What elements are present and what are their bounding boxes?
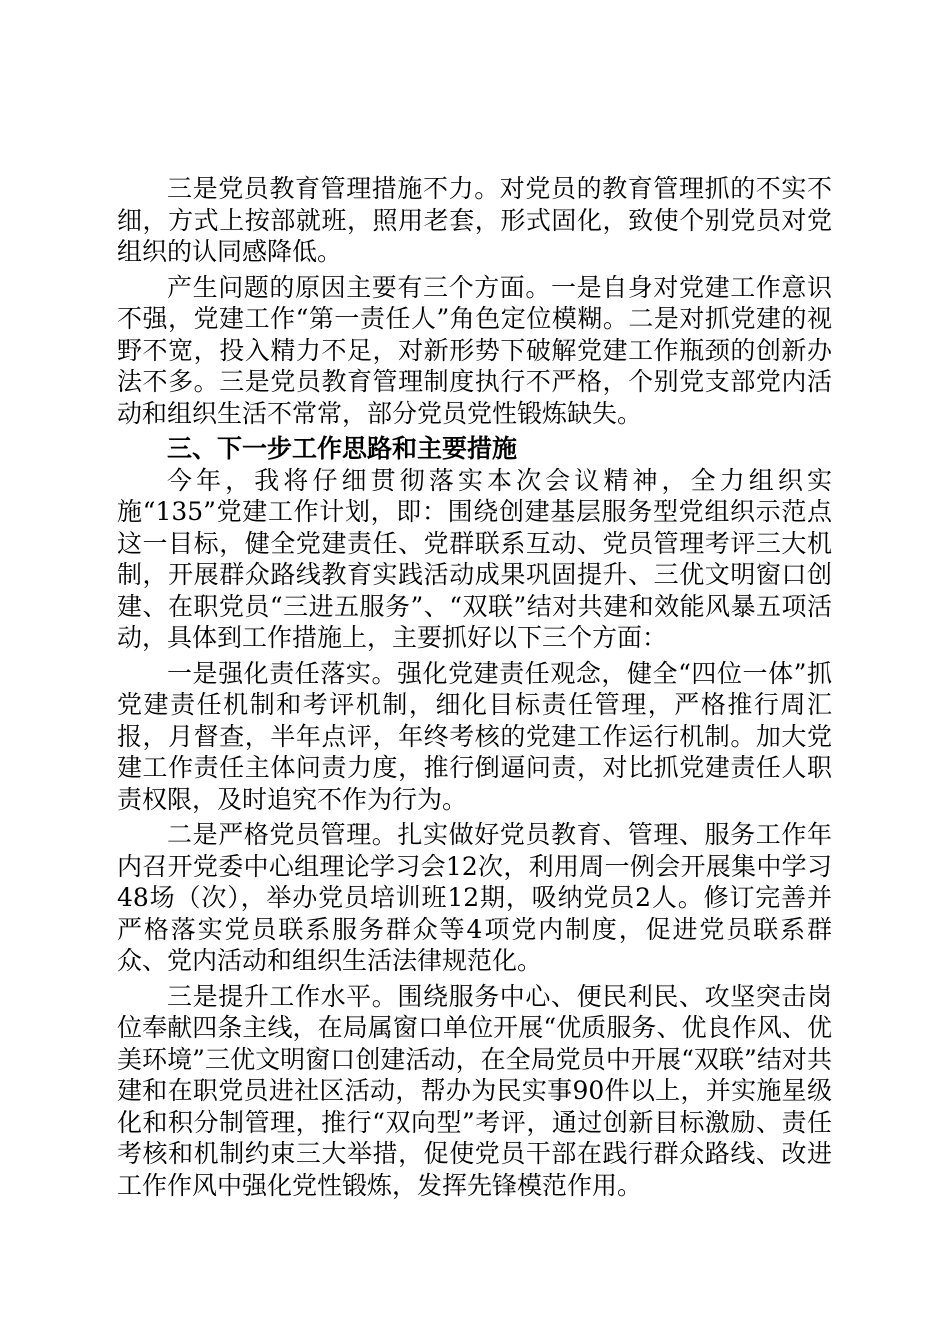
paragraph-work-level: 三是提升工作水平。围绕服务中心、便民利民、攻坚突击岗位奉献四条主线，在局属窗口单位开展“优质服务、优良作风、优美环境”三优文明窗口创建活动，在全局党员中开展“双联”结对共建和在职党员进社区活动，帮办为民实事90件以上，并实施星级化和积分制管理，推行“双向型”考评，通过创新目标激励、责任考核和机制约束三大举措，促使党员干部在践行群众路线、改进工作作风中强化党性锻炼，发挥先锋模范作用。 (117, 981, 832, 1200)
paragraph-problem-causes: 产生问题的原因主要有三个方面。一是自身对党建工作意识不强，党建工作“第一责任人”角色定位模糊。二是对抓党建的视野不宽，投入精力不足，对新形势下破解党建工作瓶颈的创新办法不多。三是党员教育管理制度执行不严格，个别党支部党内活动和组织生活不常常，部分党员党性锻炼缺失。 (117, 272, 832, 428)
paragraph-member-management: 二是严格党员管理。扎实做好党员教育、管理、服务工作年内召开党委中心组理论学习会12次，利用周一例会开展集中学习48场（次），举办党员培训班12期，吸纳党员2人。修订完善并严格落实党员联系服务群众等4项党内制度，促进党员联系群众、党内活动和组织生活法律规范化。 (117, 820, 832, 975)
paragraph-education-measures: 三是党员教育管理措施不力。对党员的教育管理抓的不实不细，方式上按部就班，照用老套，形式固化，致使个别党员对党组织的认同感降低。 (117, 174, 832, 266)
paragraph-responsibility: 一是强化责任落实。强化党建责任观念，健全“四位一体”抓党建责任机制和考评机制，细化目标责任管理，严格推行周汇报，月督查，半年点评，年终考核的党建工作运行机制。加大党建工作责任主体问责力度，推行倒逼问责，对比抓党建责任人职责权限，及时追究不作为行为。 (117, 658, 832, 814)
paragraph-work-plan: 今年，我将仔细贯彻落实本次会议精神，全力组织实施“135”党建工作计划，即：围绕创建基层服务型党组织示范点这一目标，健全党建责任、党群联系互动、党员管理考评三大机制，开展群众路线教育实践活动成果巩固提升、三优文明窗口创建、在职党员“三进五服务”、“双联”结对共建和效能风暴五项活动，具体到工作措施上，主要抓好以下三个方面： (117, 465, 832, 652)
document-body (117, 173, 832, 1205)
section-heading: 三、下一步工作思路和主要措施 (167, 434, 518, 463)
